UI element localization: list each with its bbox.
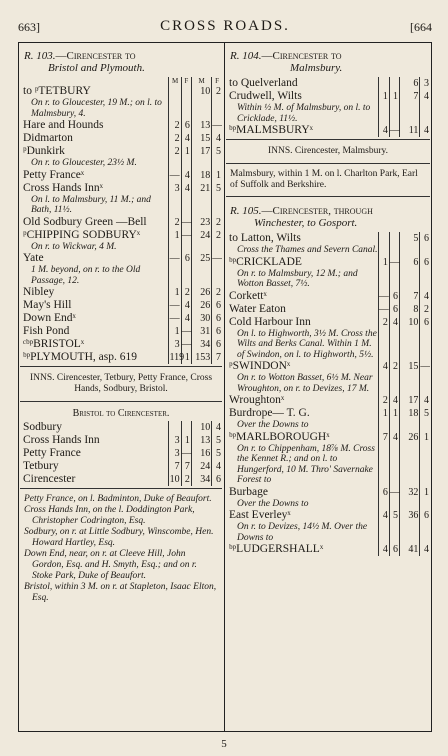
table-row <box>20 460 222 473</box>
distance-f1: 4 <box>181 169 191 182</box>
table-row <box>20 119 222 132</box>
distance-f1: 1 <box>181 434 191 447</box>
place-name: Nibley <box>23 286 55 298</box>
place-name: May's Hill <box>23 299 72 311</box>
distance-f1: 2 <box>181 473 191 486</box>
distance-m2: 8 <box>400 303 420 316</box>
page-title: CROSS ROADS. <box>160 18 290 34</box>
distance-m2: 15 <box>400 360 420 394</box>
table-row <box>20 351 222 364</box>
route-note: On r. to Wotton Basset, 6½ M. Near Wroughton, on r. to Devizes, 17 M. <box>237 373 373 394</box>
seat-note: Petty France, on l. Badminton, Duke of Beaufort. <box>24 494 212 504</box>
table-row <box>226 543 430 556</box>
place-name: Burbage <box>229 485 268 498</box>
place-name: Yate <box>23 252 44 264</box>
distance-f2: 6 <box>420 256 430 290</box>
distance-m1: 3 <box>169 338 181 351</box>
distance-f2: 4 <box>420 90 430 124</box>
distance-m2: 41 <box>400 543 420 556</box>
place-name: ᶜᵇᵖBRISTOLˣ <box>23 338 85 350</box>
page-number-right: [664 <box>410 20 432 34</box>
distance-m2: 36 <box>400 509 420 543</box>
distance-m1: 3 <box>169 182 181 216</box>
distance-f2: 6 <box>212 312 222 325</box>
table-row <box>226 256 430 290</box>
distance-m2: 13 <box>191 119 211 132</box>
distance-m2: 18 <box>191 169 211 182</box>
distance-m1: 2 <box>169 119 181 132</box>
distance-m2: 10 <box>400 316 420 361</box>
table-row <box>20 229 222 253</box>
distance-m2: 18 <box>400 407 420 431</box>
distance-m2: 10 <box>191 421 211 434</box>
distance-m2: 32 <box>400 486 420 510</box>
place-name: ᵖCHIPPING SODBURYˣ <box>23 228 141 241</box>
distance-m2: 23 <box>191 216 211 229</box>
distance-f2: 4 <box>212 421 222 434</box>
distance-m1: 2 <box>169 132 181 145</box>
table-row <box>20 85 222 119</box>
distance-m2: 7 <box>400 290 420 303</box>
distance-f2: 4 <box>212 132 222 145</box>
table-row <box>226 407 430 431</box>
distance-m2: 31 <box>191 325 211 338</box>
table-row <box>20 145 222 169</box>
table-row <box>226 316 430 361</box>
place-name: Water Eaton <box>229 302 286 315</box>
distance-f2: 4 <box>420 394 430 407</box>
distance-m2: 7 <box>400 90 420 124</box>
distance-f1: 6 <box>181 252 191 286</box>
table-row <box>226 509 430 543</box>
distance-f1: 1 <box>389 90 399 124</box>
distance-m1: 119 <box>169 352 185 363</box>
place-name: ᵇᵖLUDGERSHALLˣ <box>229 543 324 555</box>
distance-f2: 4 <box>420 290 430 303</box>
distance-m2: 13 <box>191 434 211 447</box>
table-row <box>20 338 222 351</box>
distance-m1: 2 <box>169 145 181 169</box>
distance-f1: — <box>389 486 399 510</box>
distance-m1: 2 <box>378 394 389 407</box>
distance-f1: — <box>181 448 192 459</box>
distance-f2: 1 <box>420 431 430 486</box>
distance-f1: 4 <box>389 316 399 361</box>
distance-m2: 25 <box>191 252 211 286</box>
seat-note: Sodbury, on r. at Little Sodbury, Winscombe, Hen. Howard Hartley, Esq. <box>24 527 214 548</box>
table-row <box>226 290 430 303</box>
distance-m1: 10 <box>169 474 180 485</box>
left-column <box>20 44 222 730</box>
distance-f1 <box>389 77 399 90</box>
distance-m2: 26 <box>191 299 211 312</box>
distance-m1: 1 <box>169 286 181 299</box>
place-name: Wroughtonˣ <box>229 394 285 406</box>
distance-m1: — <box>378 303 389 315</box>
table-row <box>20 169 222 182</box>
distance-f1 <box>389 232 399 256</box>
distance-f1: 4 <box>181 312 191 325</box>
page-number-left: 663] <box>18 20 40 34</box>
route-103-table: M F M F to ᵖTETBURY On r. to Gloucester, 19 M.; on l. to Malmsbury, 4. 10 2 Hare and Hounds 2 6 13 — Didmarton 2 4 15 4 ᵖDunkirk On r. to Gloucester, 23½ M. 2 1 17 5 Petty Franceˣ — 4 18 1 Cross Hands Innˣ On l. to Malmsbury, 11 M.; and Bath, 11½. 3 4 21 5 Old Sodbury Green —Bell 2 — 23 2 ᵖCHIPPING SODBURYˣ On r. to Wickwar, 4 M. 1 — 24 2 Yate 1 M. beyond, on r. to the Old Passage, 12. — 6 25 — Nibley 1 2 26 2 May's Hill — 4 26 6 Down Endˣ — 4 30 6 Fish Pond 1 — 31 6 ᶜᵇᵖBRISTOLˣ 3 — 34 6 ᵇᵖPLYMOUTH, asp. 619 119 1 153 7 <box>20 77 222 364</box>
distance-f1: — <box>181 326 192 337</box>
distance-m2: 30 <box>191 312 211 325</box>
distance-f1: 5 <box>389 509 399 543</box>
table-row <box>20 447 222 460</box>
distance-f1: 6 <box>181 119 191 132</box>
distance-f1: 1 <box>389 407 399 431</box>
distance-m1: 2 <box>169 216 181 229</box>
distance-f2: 1 <box>212 169 222 182</box>
route-note: 1 M. beyond, on r. to the Old Passage, 12. <box>31 265 141 286</box>
distance-m2: 17 <box>400 394 420 407</box>
right-column <box>226 44 430 730</box>
table-row <box>20 252 222 286</box>
table-row <box>20 312 222 325</box>
route-note: On r. to Malmsbury, 12 M.; and Wotton Basset, 7½. <box>237 268 358 289</box>
distance-m2: 5 <box>400 232 420 256</box>
place-name: Tetbury <box>23 460 59 472</box>
table-row <box>20 473 222 486</box>
distance-f1: — <box>389 256 399 290</box>
distance-f1: 2 <box>389 360 399 394</box>
distance-m1: 1 <box>169 229 181 253</box>
route-note: Within ½ M. of Malmsbury, on l. to Cricklade, 11½. <box>237 103 371 124</box>
table-row <box>226 486 430 510</box>
distance-m1: 1 <box>378 90 389 124</box>
distance-m1 <box>378 77 389 90</box>
distance-f1: — <box>181 229 191 253</box>
distance-f1: 4 <box>181 182 191 216</box>
distance-m2: 26 <box>400 431 420 486</box>
distance-f1: 7 <box>181 460 191 473</box>
distance-f1: 6 <box>389 543 399 556</box>
distance-m1: — <box>378 290 389 302</box>
distance-m1: — <box>169 300 180 311</box>
distance-f2: 2 <box>212 216 222 229</box>
distance-m2: 34 <box>191 338 211 351</box>
route-note: Over the Downs to <box>237 498 309 509</box>
table-row <box>20 421 222 434</box>
distance-m1: 4 <box>378 360 389 394</box>
route-103-heading: R. 103.—Cirencester to Bristol and Plymouth. <box>24 50 145 74</box>
place-name: to Latton, Wilts <box>229 232 301 244</box>
distance-f2: 2 <box>212 85 222 119</box>
distance-m1: 4 <box>378 509 389 543</box>
distance-f2: 6 <box>420 316 430 361</box>
distance-f1: 1 <box>181 145 191 169</box>
place-name: East Everleyˣ <box>229 509 291 521</box>
distance-f1: 2 <box>181 286 191 299</box>
table-row <box>226 394 430 407</box>
place-name: to ᵖTETBURY <box>23 85 91 97</box>
distance-f2: 1 <box>420 486 430 510</box>
distance-f2: 4 <box>420 124 430 137</box>
distance-f2: 4 <box>420 543 430 556</box>
table-row <box>20 434 222 447</box>
route-104-table <box>226 77 430 137</box>
distance-f1 <box>181 421 191 434</box>
place-name: to Quelverland <box>229 77 298 89</box>
distance-m1: 3 <box>169 447 181 460</box>
distance-m2: 6 <box>400 77 420 90</box>
distance-m2: 24 <box>191 460 211 473</box>
distance-f1: — <box>181 339 192 350</box>
distance-m2: 15 <box>191 132 211 145</box>
place-name: Petty France <box>23 447 81 459</box>
distance-m2: 10 <box>191 85 211 119</box>
table-row <box>226 77 430 90</box>
folio: 5 <box>221 738 227 750</box>
place-name: Hare and Hounds <box>23 119 104 131</box>
distance-f2: 4 <box>212 460 222 473</box>
bristol-notes <box>20 491 222 607</box>
distance-f2: 2 <box>420 303 430 316</box>
distance-m2: 21 <box>191 182 211 216</box>
bristol-heading: Bristol to Cirencester. <box>72 408 170 419</box>
table-row <box>226 232 430 256</box>
distance-m1: 1 <box>378 407 389 431</box>
distance-m2: 11 <box>400 124 420 137</box>
route-103-inns: INNS. Cirencester, Tetbury, Petty France, Cross Hands, Sodbury, Bristol. <box>29 373 213 394</box>
distance-m1: 1 <box>378 256 389 290</box>
route-104-note: Malmsbury, within 1 M. on l. Charlton Park, Earl of Suffolk and Berkshire. <box>230 169 418 190</box>
table-row <box>226 124 430 137</box>
distance-m1: 4 <box>378 124 389 137</box>
place-name: Burdrope— T. G. <box>229 407 310 419</box>
route-note: On r. to Chippenham, 18⅞ M. Cross the Kennet R.; and on l. to Hungerford, 10 M. Thro' Savernake Forest to <box>237 443 375 485</box>
distance-f2: 5 <box>212 145 222 169</box>
distance-m1 <box>378 232 389 256</box>
distance-m2: 17 <box>191 145 211 169</box>
distance-f2: 7 <box>212 351 222 364</box>
distance-m2: 6 <box>400 256 420 290</box>
distance-m1: — <box>169 313 180 324</box>
distance-f2: — <box>212 252 222 286</box>
table-row <box>20 182 222 216</box>
distance-m1: 7 <box>378 431 389 486</box>
distance-f1: 6 <box>389 290 399 303</box>
table-row <box>226 303 430 316</box>
route-note: Over the Downs to <box>237 420 309 430</box>
distance-f2: 5 <box>420 407 430 431</box>
seat-note: Bristol, within 3 M. on r. at Stapleton, Isaac Elton, Esq. <box>24 582 217 603</box>
place-name: Cold Harbour Inn <box>229 315 311 328</box>
table-row <box>226 360 430 394</box>
distance-m1: — <box>169 169 180 181</box>
route-104-inns: INNS. Cirencester, Malmsbury. <box>267 146 389 156</box>
route-note: On r. to Devizes, 14½ M. Over the Downs to <box>237 522 368 543</box>
place-name: Cirencester <box>23 473 76 485</box>
distance-m1: 3 <box>169 434 181 447</box>
place-name: Petty Franceˣ <box>23 168 85 181</box>
distance-f1: 1 <box>181 351 191 364</box>
place-name: Cross Hands Inn <box>23 434 100 446</box>
route-note: On r. to Gloucester, 23½ M. <box>31 158 137 168</box>
distance-f1: — <box>389 125 400 136</box>
seat-note: Down End, near, on r. at Cleeve Hill, John Gordon, Esq. and H. Smyth, Esq.; and on r. Stoke Park, Duke of Beaufort. <box>24 549 197 581</box>
distance-f1: — <box>181 216 192 228</box>
table-row <box>20 132 222 145</box>
distance-m1: — <box>169 252 181 286</box>
route-105-table <box>226 232 430 556</box>
place-name: Crudwell, Wilts <box>229 90 302 102</box>
place-name: ᵇᵖCRICKLADE <box>229 255 302 268</box>
distance-f1: 4 <box>181 132 191 145</box>
place-name: Fish Pond <box>23 325 70 337</box>
table-row <box>20 325 222 338</box>
bristol-table <box>20 421 222 486</box>
distance-f2: 2 <box>212 286 222 299</box>
place-name: ᵖDunkirk <box>23 145 65 157</box>
distance-f2: 3 <box>420 77 430 90</box>
distance-m1: 4 <box>378 543 389 556</box>
place-name: ᵇᵖMALMSBURYˣ <box>229 124 313 136</box>
route-note: On l. to Highworth, 3½ M. Cross the Wilts and Berks Canal. Within 1 M. of Swindon, on l. to Highworth, 5½. <box>237 328 377 360</box>
place-name: Sodbury <box>23 421 62 433</box>
distance-f1: 4 <box>389 394 399 407</box>
distance-m1: 7 <box>169 460 181 473</box>
distance-m2: 34 <box>191 473 211 486</box>
distance-f2: 5 <box>212 447 222 460</box>
place-name: ᵇᵖPLYMOUTH, asp. 619 <box>23 351 137 363</box>
place-name: Old Sodbury Green —Bell <box>23 215 147 228</box>
table-row <box>226 90 430 124</box>
place-name: Corkettˣ <box>229 289 267 302</box>
distance-m2: 26 <box>191 286 211 299</box>
running-header <box>18 18 432 40</box>
distance-f1: 4 <box>389 431 399 486</box>
place-name: Didmarton <box>23 132 73 144</box>
distance-f2: 6 <box>212 338 222 351</box>
distance-m2: 16 <box>191 447 211 460</box>
distance-f2: 6 <box>212 299 222 312</box>
distance-m1 <box>169 85 181 119</box>
route-note: On r. to Wickwar, 4 M. <box>31 241 117 252</box>
place-name: ᵖSWINDONˣ <box>229 360 291 372</box>
seat-note: Cross Hands Inn, on the l. Doddington Park, Christopher Codrington, Esq. <box>24 505 195 526</box>
route-note: On l. to Malmsbury, 11 M.; and Bath, 11½. <box>31 194 151 215</box>
distance-m1: 1 <box>169 325 181 338</box>
distance-f1 <box>181 85 191 119</box>
distance-f2: — <box>212 120 222 131</box>
distance-f1: 6 <box>389 303 399 316</box>
route-note: Cross the Thames and Severn Canal. <box>237 245 378 255</box>
place-name: ᵇᵖMARLBOROUGHˣ <box>229 430 330 443</box>
column-divider <box>224 42 225 732</box>
table-row <box>20 286 222 299</box>
distance-f2: 5 <box>212 434 222 447</box>
table-row <box>226 431 430 486</box>
distance-m1: 6 <box>378 486 389 510</box>
place-name: Down Endˣ <box>23 312 76 324</box>
distance-f2: 6 <box>420 509 430 543</box>
distance-m2: 153 <box>191 351 211 364</box>
distance-f2: 2 <box>212 229 222 253</box>
distance-f2: 6 <box>212 473 222 486</box>
distance-f1: 4 <box>181 299 191 312</box>
distance-m2: 24 <box>191 229 211 253</box>
route-104-heading: R. 104.—Cirencester to Malmsbury. <box>230 50 343 74</box>
route-note: On r. to Gloucester, 19 M.; on l. to Malmsbury, 4. <box>31 98 162 119</box>
place-name: Cross Hands Innˣ <box>23 181 103 194</box>
distance-m1: 2 <box>378 316 389 361</box>
table-row <box>20 216 222 229</box>
distance-f2: 5 <box>212 182 222 216</box>
route-105-heading: R. 105.—Cirencester, through Winchester, to Gosport. <box>230 205 373 229</box>
distance-m1 <box>169 421 181 434</box>
distance-f2: 6 <box>420 232 430 256</box>
distance-f2: 6 <box>212 325 222 338</box>
table-row <box>20 299 222 312</box>
distance-f2: — <box>420 360 430 394</box>
